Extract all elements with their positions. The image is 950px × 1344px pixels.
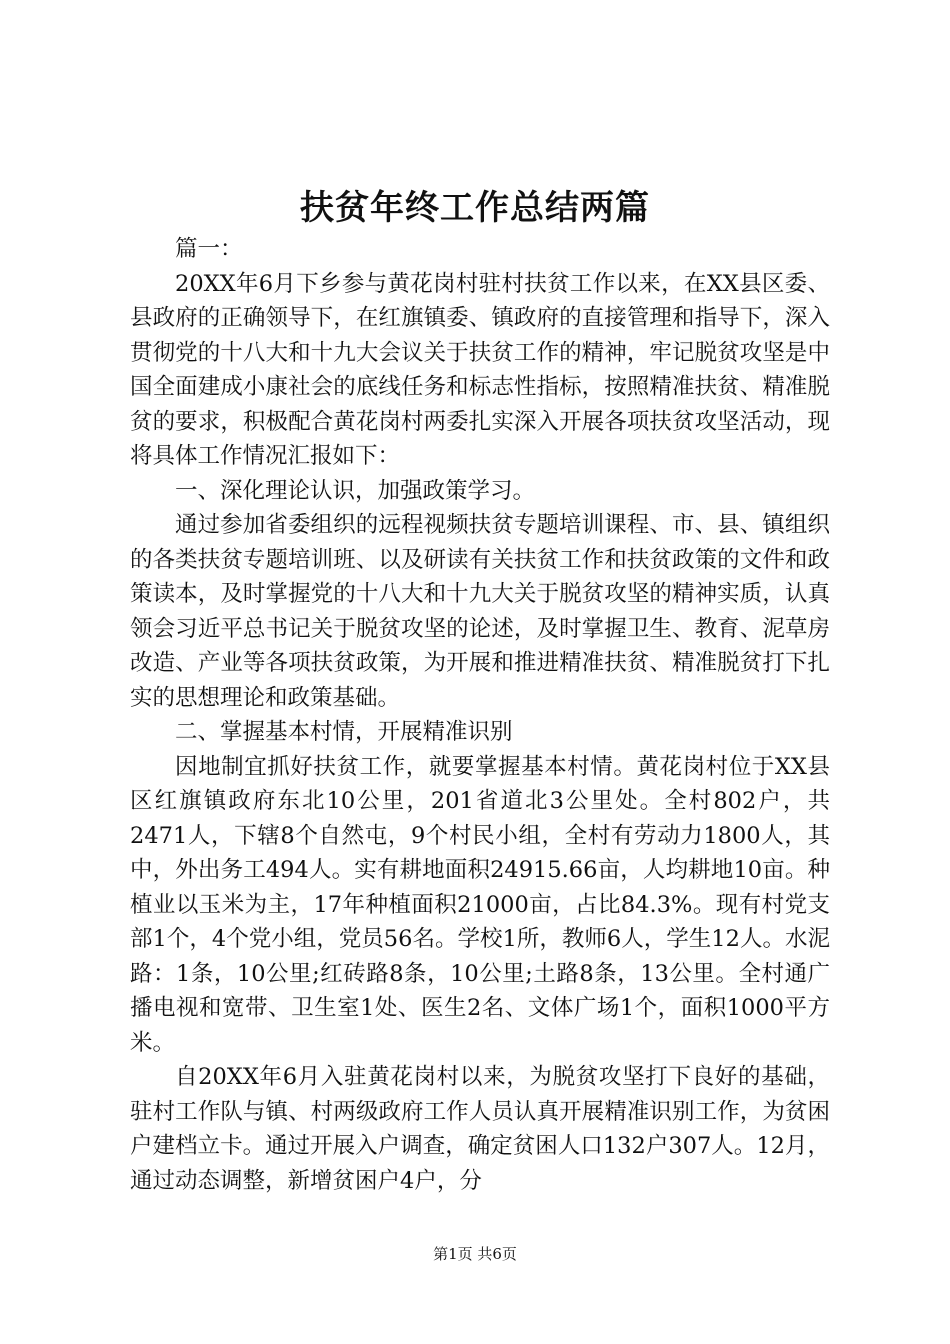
- body-paragraph: 自20XX年6月入驻黄花岗村以来，为脱贫攻坚打下良好的基础，驻村工作队与镇、村两级政府工作人员认真开展精准识别工作，为贫困户建档立卡。通过开展入户调查，确定贫困人口132户307人。12月，通过动态调整，新增贫困户4户，分: [130, 1064, 830, 1194]
- section-label: 篇一：: [175, 236, 243, 262]
- document-body: [130, 232, 830, 1198]
- page-footer: 第1页 共6页: [433, 1245, 517, 1263]
- section-heading-2: 二、掌握基本村情，开展精准识别: [175, 719, 513, 745]
- document-title: 扶贫年终工作总结两篇: [300, 188, 650, 228]
- body-paragraph: 因地制宜抓好扶贫工作，就要掌握基本村情。黄花岗村位于XX县区红旗镇政府东北10公里，201省道北3公里处。全村802户，共2471人，下辖8个自然屯，9个村民小组，全村有劳动力1800人，其中，外出务工494人。实有耕地面积24915.66亩，人均耕地10亩。种植业以玉米为主，17年种植面积21000亩，占比84.3%。现有村党支部1个，4个党小组，党员56名。学校1所，教师6人，学生12人。水泥路：1条，10公里;红砖路8条，10公里;土路8条，13公里。全村通广播电视和宽带、卫生室1处、医生2名、文体广场1个，面积1000平方米。: [130, 753, 830, 1056]
- intro-paragraph: 20XX年6月下乡参与黄花岗村驻村扶贫工作以来，在XX县区委、县政府的正确领导下，在红旗镇委、镇政府的直接管理和指导下，深入贯彻党的十八大和十九大会议关于扶贫工作的精神，牢记脱贫攻坚是中国全面建成小康社会的底线任务和标志性指标，按照精准扶贫、精准脱贫的要求，积极配合黄花岗村两委扎实深入开展各项扶贫攻坚活动，现将具体工作情况汇报如下：: [130, 270, 830, 469]
- section-heading-1: 一、深化理论认识，加强政策学习。: [175, 477, 536, 504]
- body-paragraph: 通过参加省委组织的远程视频扶贫专题培训课程、市、县、镇组织的各类扶贫专题培训班、以及研读有关扶贫工作和扶贫政策的文件和政策读本，及时掌握党的十八大和十九大关于脱贫攻坚的精神实质，认真领会习近平总书记关于脱贫攻坚的论述，及时掌握卫生、教育、泥草房改造、产业等各项扶贫政策，为开展和推进精准扶贫、精准脱贫打下扎实的思想理论和政策基础。: [130, 512, 830, 711]
